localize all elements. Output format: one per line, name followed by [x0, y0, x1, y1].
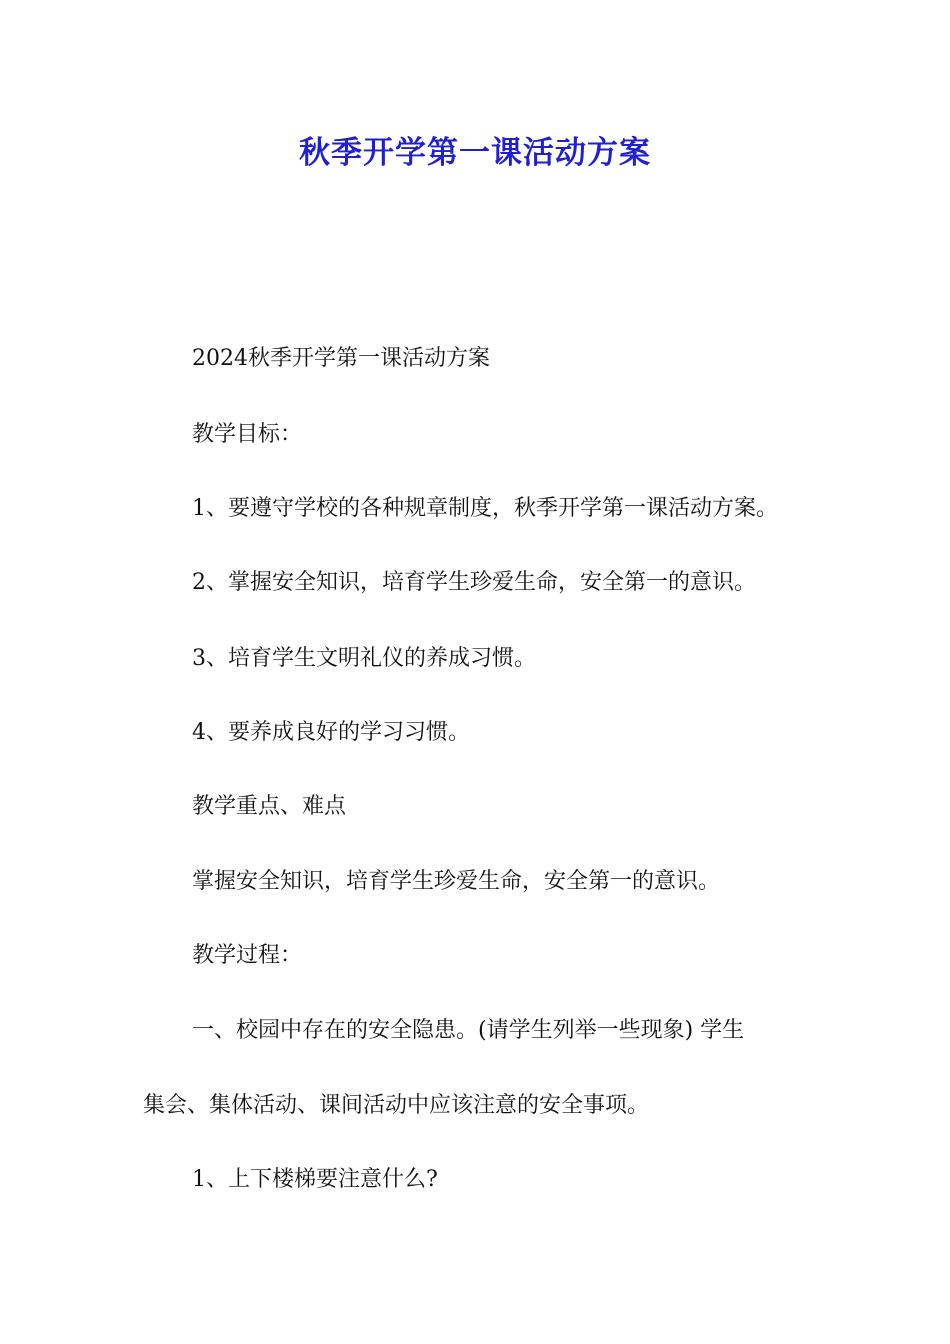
paragraph-stairs-question: 1、上下楼梯要注意什么? [192, 1167, 438, 1192]
paragraph-teaching-goals-heading: 教学目标： [192, 422, 303, 447]
paragraph-process-heading: 教学过程： [192, 943, 303, 968]
paragraph-section-one-line1: 一、校园中存在的安全隐患。(请学生列举一些现象) 学生 [192, 1018, 745, 1043]
paragraph-section-one-line2: 集会、集体活动、课间活动中应该注意的安全事项。 [143, 1093, 650, 1118]
paragraph-key-points-heading: 教学重点、难点 [192, 794, 347, 819]
paragraph-goal-4: 4、要养成良好的学习习惯。 [192, 720, 470, 745]
paragraph-goal-2: 2、掌握安全知识，培育学生珍爱生命，安全第一的意识。 [192, 570, 756, 595]
paragraph-subtitle: 2024秋季开学第一课活动方案 [192, 346, 490, 371]
paragraph-key-points: 掌握安全知识，培育学生珍爱生命，安全第一的意识。 [192, 869, 721, 894]
paragraph-goal-3: 3、培育学生文明礼仪的养成习惯。 [192, 646, 536, 671]
paragraph-goal-1: 1、要遵守学校的各种规章制度，秋季开学第一课活动方案。 [192, 496, 778, 521]
document-title: 秋季开学第一课活动方案 [299, 135, 651, 171]
